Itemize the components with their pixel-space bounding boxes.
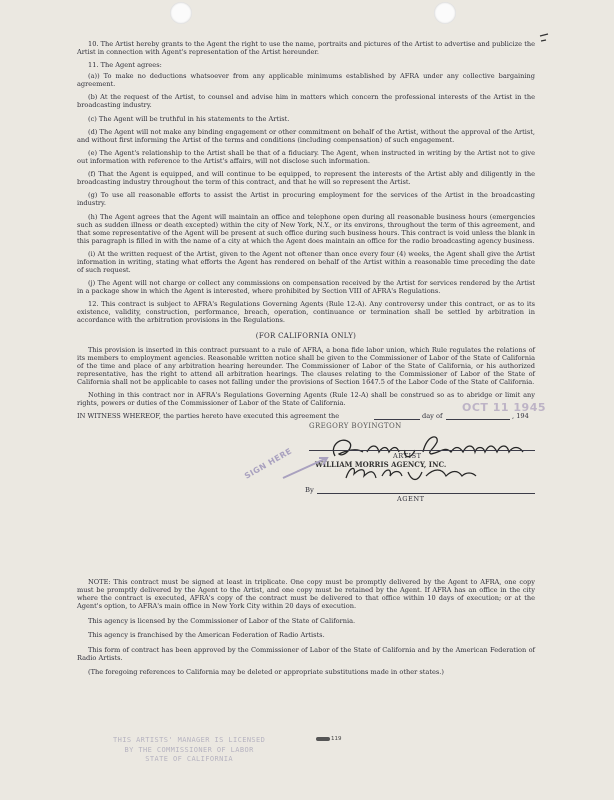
california-limitation: Nothing in this contract nor in AFRA's Regulations Governing Agents (Rule 12-A) shall be construed so as to abridge or limit any rights, powers or duties of the Commissioner of Labor of the State of California. [77,391,535,408]
agency-signature [342,462,482,486]
note-licensed: This agency is licensed by the Commissioner of Labor of the State of California. [88,616,356,625]
license-stamp [113,736,265,765]
note-approved: This form of contract has been approved by the Commissioner of Labor of the State of California and by the American Federation of Radio Artists. [77,645,535,662]
clause-11b: (b) At the request of the Artist, to counsel and advise him in matters which concern the professional interests of the Artist in the broadcasting industry. [77,93,535,110]
clause-11: 11. The Agent agrees: [88,61,162,70]
union-bug-icon [316,737,330,741]
note-triplicate: NOTE: This contract must be signed at least in triplicate. One copy must be promptly delivered by the Agent to AFRA, one copy must be promptly delivered by the Agent to the Artist, and one copy must be retained by the Agent. If AFRA has an office in the city where the contract is executed, AFRA's copy of the contract must be delivered to that office within 10 days of execution; or at the Agent's option, to AFRA's main office in New York City within 20 days of execution. [77,578,535,610]
year-label: , 194 [512,412,529,421]
clause-12: 12. This contract is subject to AFRA's Regulations Governing Agents (Rule 12-A). Any controversy under this contract, or as to its existence, validity, construction, performance, breach, operation, continuance or termination shall be settled by arbitration in accordance with the arbitration provisions in the Regulations. [77,300,535,325]
day-of-label: day of [422,412,443,421]
clause-11j: (j) The Agent will not charge or collect any commissions on compensation received by the Artist for services rendered by the Artist in a package show in which the Agent is interested, where prohibited by Section VIII of AFRA's Regulations. [77,278,535,295]
union-label [316,736,342,742]
sign-here-stamp: SIGN HERE [243,446,294,482]
artist-signature-line [309,450,535,451]
clause-11d: (d) The Agent will not make any binding engagement or other commitment on behalf of the Artist, without the approval of the Artist, and without first informing the Artist of the terms and conditions (including compensation) of such engagement. [77,127,535,144]
clause-11f: (f) That the Agent is equipped, and will continue to be equipped, to represent the interests of the Artist ably and diligently in the broadcasting industry throughout the term of this contract, and that he will so represent the Artist. [77,170,535,187]
artist-label: ARTIST [393,452,422,461]
clause-11i: (i) At the written request of the Artist, given to the Agent not oftener than once every four (4) weeks, the Agent shall give the Artist information in writing, stating what efforts the Agent has rendered on behalf of the Artist within a reasonable time preceding the date of such request. [77,249,535,274]
pen-mark [540,34,548,41]
date-stamp: OCT 11 1945 [462,401,547,415]
license-stamp-line: BY THE COMMISSIONER OF LABOR [124,745,254,754]
notes-section [77,578,535,683]
witness-text: IN WITNESS WHEREOF, the parties hereto have executed this agreement the [77,412,340,421]
sign-here-arrow-icon [277,452,337,482]
by-label: By [305,486,314,495]
license-stamp-line: STATE OF CALIFORNIA [145,755,233,763]
clause-11g: (g) To use all reasonable efforts to assist the Artist in procuring employment for the services of the Artist in the broadcasting industry. [77,191,535,208]
clause-11a: (a)) To make no deductions whatsoever from any applicable minimums established by AFRA under any collective bargaining agreement. [77,72,535,89]
agency-name: WILLIAM MORRIS AGENCY, INC. [315,460,447,470]
clause-10: 10. The Artist hereby grants to the Agent the right to use the name, portraits and pictures of the Artist to advertise and publicize the Artist in connection with Agent's representation of the Artist hereunder. [77,40,535,56]
clause-11h: (h) The Agent agrees that the Agent will maintain an office and telephone open during all reasonable business hours (emergencies such as sudden illness or death excepted) within the city of New York, N.Y., or its environs, throughout the term of this agreement, and that some representative of the Agent will be present at such office during such business hours. This contract is void unless the blank in this paragraph is filled in with the name of a city at which the Agent does maintain an office for the radio broadcasting agency business. [77,212,535,245]
note-california-references: (The foregoing references to California may be deleted or appropriate substitutions made in other states.) [88,668,444,676]
artist-typed-name: GREGORY BOYINGTON [309,422,402,431]
contract-body [77,40,547,560]
clause-11c: (c) The Agent will be truthful in his statements to the Artist. [88,114,290,123]
california-provision: This provision is inserted in this contract pursuant to a rule of AFRA, a bona fide labor union, which Rule regulates the relations of its members to employment agencies. Reasonable written notice shall be given to the Commissioner of Labor of the State of California of the time and place of any arbitration hearing hereunder. The Commissioner of Labor of the State of California, or his authorized representative, has the right to attend all arbitration hearings. The clauses relating to the Commissioner of Labor of the State of California shall not be applicable to cases not falling under the provisions of Section 1647.5 of the Labor Code of the State of California. [77,346,535,387]
california-heading: (FOR CALIFORNIA ONLY) [255,332,357,341]
note-franchised: This agency is franchised by the American Federation of Radio Artists. [88,631,325,639]
signature-block [77,420,535,560]
clause-11e: (e) The Agent's relationship to the Artist shall be that of a fiduciary. The Agent, when instructed in writing by the Artist not to give out information with reference to the Artist's affairs, will not disclose such information. [77,148,535,165]
agent-signature-line [317,493,535,494]
license-stamp-line: THIS ARTISTS' MANAGER IS LICENSED [113,736,266,744]
witness-line [77,401,547,421]
agent-label: AGENT [397,495,425,504]
union-label-number: 119 [331,736,342,742]
